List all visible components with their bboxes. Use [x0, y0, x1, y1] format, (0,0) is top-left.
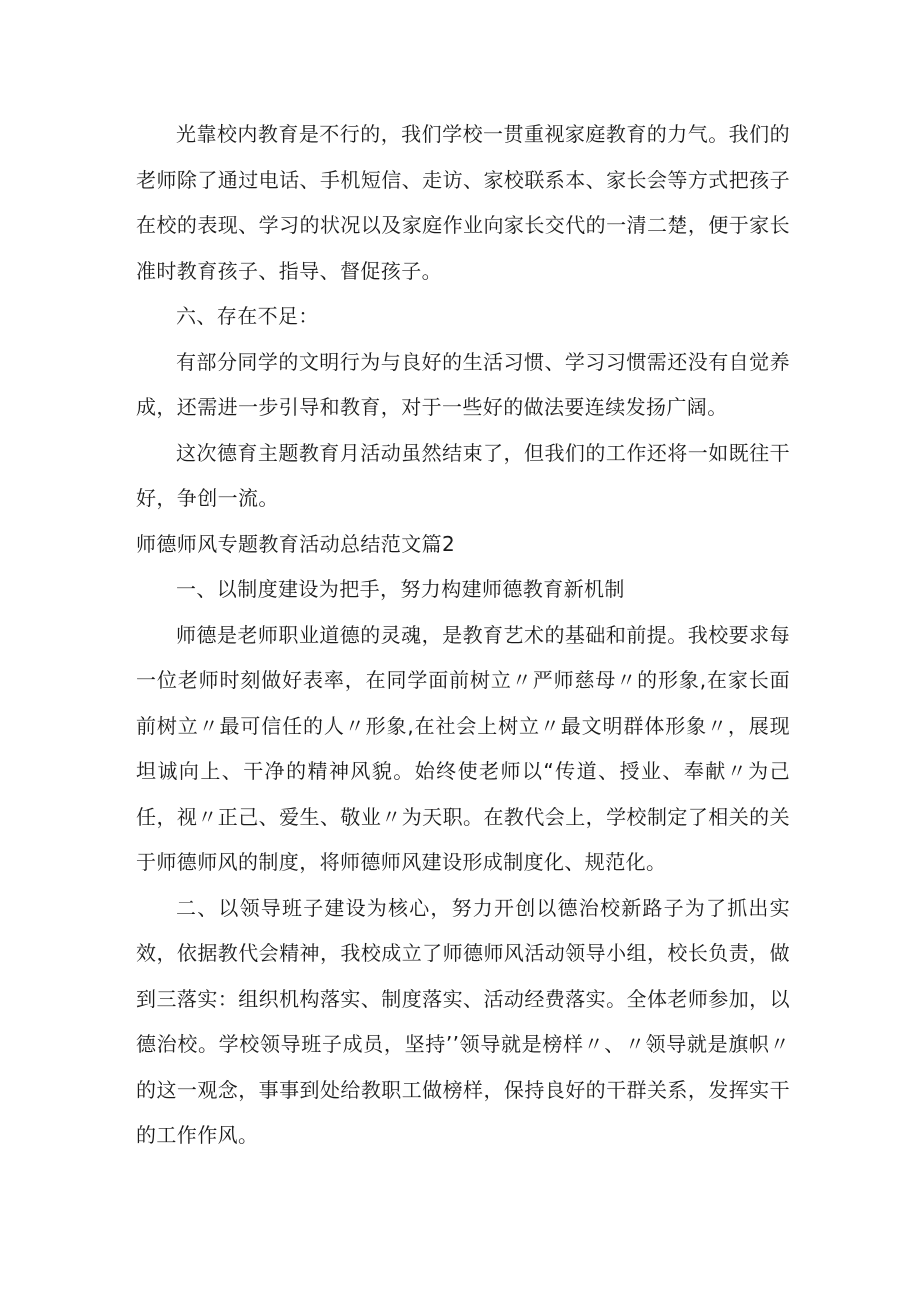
- document-body: [136, 112, 790, 1159]
- paragraph-section-one-heading: 一、以制度建设为把手，努力构建师德教育新机制: [176, 577, 625, 601]
- paragraph-conclusion: 这次德育主题教育月活动虽然结束了，但我们的工作还将一如既往干好，争创一流。: [136, 440, 790, 510]
- paragraph-section-six-heading: 六、存在不足：: [176, 304, 319, 328]
- paragraph-section-two: 二、以领导班子建设为核心，努力开创以德治校新路子为了抓出实效，依据教代会精神，我校成立了师德师风活动领导小组，校长负责，做到三落实：组织机构落实、制度落实、活动经费落实。全体老师参加，以德治校。学校领导班子成员，坚持’’领导就是榜样〃、〃领导就是旗帜〃的这一观念，事事到处给教职工做榜样，保持良好的干群关系，发挥实干的工作作风。: [136, 895, 790, 1147]
- paragraph-shortcomings: 有部分同学的文明行为与良好的生活习惯、学习习惯需还没有自觉养成，还需进一步引导和教育，对于一些好的做法要连续发扬广阔。: [136, 349, 790, 419]
- article-title: 师德师风专题教育活动总结范文篇2: [136, 531, 456, 556]
- paragraph-family-education: 光靠校内教育是不行的，我们学校一贯重视家庭教育的力气。我们的老师除了通过电话、手机短信、走访、家校联系本、家长会等方式把孩子在校的表现、学习的状况以及家庭作业向家长交代的一清二楚，便于家长准时教育孩子、指导、督促孩子。: [136, 122, 790, 283]
- paragraph-teacher-ethics: 师德是老师职业道德的灵魂，是教育艺术的基础和前提。我校要求每一位老师时刻做好表率，在同学面前树立〃严师慈母〃的形象,在家长面前树立〃最可信任的人〃形象,在社会上树立〃最文明群体形象〃，展现坦诚向上、干净的精神风貌。始终使老师以“传道、授业、奉献〃为己任，视〃正己、爱生、敬业〃为天职。在教代会上，学校制定了相关的关于师德师风的制度，将师德师风建设形成制度化、规范化。: [136, 622, 790, 874]
